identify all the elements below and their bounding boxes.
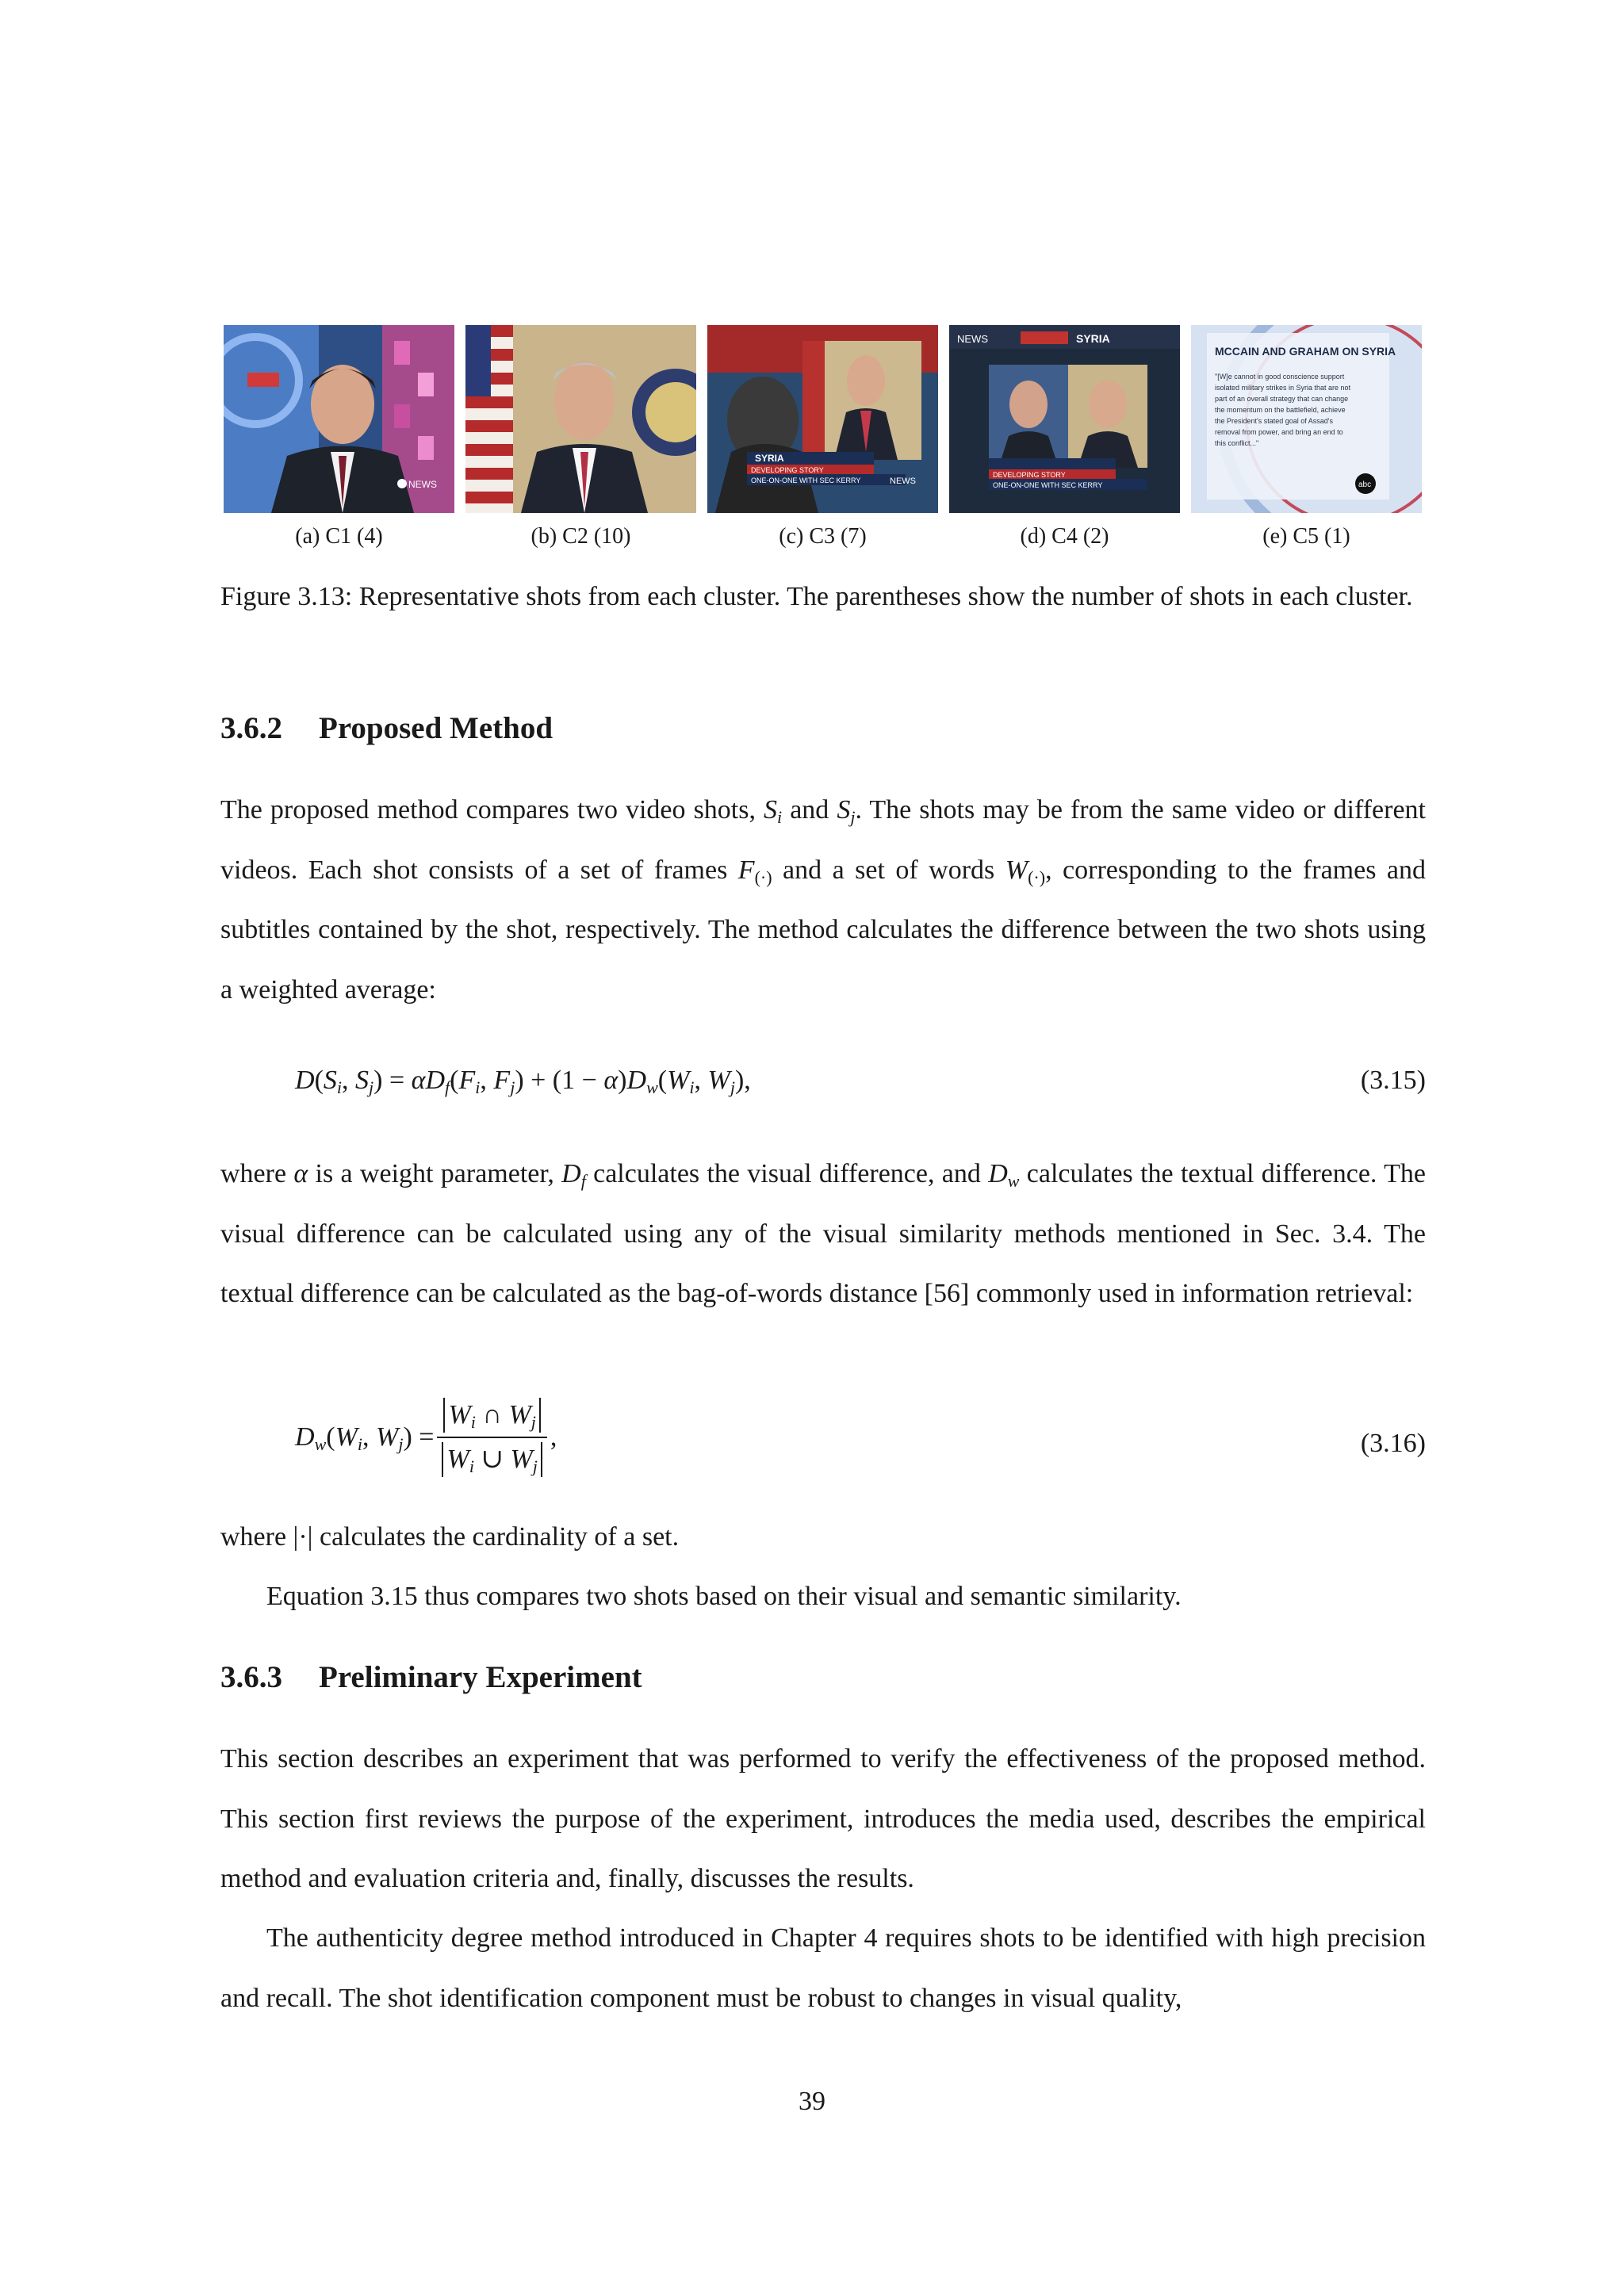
- svg-text:NEWS: NEWS: [890, 476, 916, 486]
- subfigure-caption-e: (e) C5 (1): [1262, 524, 1350, 549]
- svg-text:this conflict...": this conflict...": [1215, 439, 1259, 447]
- subfigure-caption-c: (c) C3 (7): [779, 524, 867, 549]
- equation-body: $D(S_i$, $S_j) = \alpha D_f(F_i$, $F_j) + (1 - \alpha)D_w(W_i$, $W_j$),: [295, 1066, 751, 1097]
- section-number: 3.6.3: [220, 1660, 282, 1694]
- subfigure-caption-a: (a) C1 (4): [295, 524, 383, 549]
- section-title: Proposed Method: [319, 711, 553, 745]
- svg-text:DEVELOPING STORY: DEVELOPING STORY: [751, 466, 824, 474]
- figure-caption-text: Representative shots from each cluster. The parentheses show the number of shots in each cluster.: [358, 582, 1413, 611]
- figure-3-13: [224, 325, 1423, 515]
- svg-text:the momentum on the battlefiel: the momentum on the battlefield, achieve: [1215, 406, 1346, 414]
- shot-thumbnail-c2: [465, 325, 696, 513]
- section-number: 3.6.2: [220, 711, 282, 745]
- svg-text:the President's stated goal of: the President's stated goal of Assad's: [1215, 417, 1334, 425]
- svg-text:MCCAIN AND GRAHAM ON SYRIA: MCCAIN AND GRAHAM ON SYRIA: [1215, 345, 1396, 358]
- paragraph-method-intro: The proposed method compares two video shots, $S_i$ and $S_j$. The shots may be from the same video or different videos. Each shot consists of a set of frames $F_{(\cdot)}$ and a set of words $W_{(\cdot)}$, corresponding to the frames and subtitles contained by the shot, respectively. The method calculates the difference between the two shots using a weighted average:: [220, 795, 1426, 1004]
- shot-thumbnail-c3: [707, 325, 938, 513]
- svg-text:NEWS: NEWS: [408, 479, 437, 490]
- paragraph-equation-summary: Equation 3.15 thus compares two shots based on their visual and semantic similarity.: [266, 1582, 1182, 1611]
- paragraph-experiment-intro: This section describes an experiment that was performed to verify the effectiveness of the proposed method. This section first reviews the purpose of the experiment, introduces the media used, describes the empirical method and evaluation criteria and, finally, discusses the results.: [220, 1744, 1426, 1893]
- svg-text:"[W]e cannot in good conscienc: "[W]e cannot in good conscience support: [1215, 373, 1345, 381]
- svg-text:DEVELOPING STORY: DEVELOPING STORY: [993, 471, 1066, 479]
- section-heading-3-6-2: [220, 710, 553, 747]
- subfigure-caption-b: (b) C2 (10): [530, 524, 631, 549]
- section-title: Preliminary Experiment: [319, 1660, 642, 1694]
- svg-text:isolated military strikes in S: isolated military strikes in Syria that are not: [1215, 384, 1351, 392]
- svg-text:part of an overall strategy th: part of an overall strategy that can change: [1215, 395, 1349, 403]
- svg-text:abc: abc: [1358, 480, 1372, 489]
- equation-3-16: [295, 1397, 1426, 1492]
- shot-thumbnail-c1: [224, 325, 454, 513]
- equation-number: (3.15): [1360, 1066, 1426, 1095]
- paragraph-difference: where α is a weight parameter, $D_f$ calculates the visual difference, and $D_w$ calculates the textual difference. The visual difference can be calculated using any of the visual similarity methods mentioned in Sec. 3.4. The textual difference can be calculated as the bag-of-words distance [56] commonly used in information retrieval:: [220, 1159, 1426, 1308]
- equation-3-15: [295, 1062, 1426, 1110]
- figure-caption: [220, 579, 1426, 615]
- svg-text:ONE-ON-ONE WITH SEC KERRY: ONE-ON-ONE WITH SEC KERRY: [993, 481, 1103, 489]
- shot-thumbnail-c4: [949, 325, 1180, 513]
- svg-text:SYRIA: SYRIA: [755, 453, 784, 464]
- equation-body: $D_w(W_i$, $W_j$) = $\frac{W_i \cap W_j}{W_i \cup W_j}$ ,: [295, 1397, 557, 1478]
- svg-text:removal from power, and bring: removal from power, and bring an end to: [1215, 428, 1343, 436]
- paragraph-authenticity: The authenticity degree method introduced in Chapter 4 requires shots to be identified with high precision and recall. The shot identification component must be robust to changes in visual quality,: [220, 1923, 1426, 2013]
- shot-thumbnail-c5: [1191, 325, 1422, 513]
- svg-text:NEWS: NEWS: [957, 333, 988, 345]
- subfigure-caption-d: (d) C4 (2): [1020, 524, 1109, 549]
- svg-text:ONE-ON-ONE WITH SEC KERRY: ONE-ON-ONE WITH SEC KERRY: [751, 476, 861, 484]
- paragraph-cardinality: where |·| calculates the cardinality of a set.: [220, 1522, 680, 1552]
- figure-label: Figure 3.13:: [220, 582, 353, 611]
- section-heading-3-6-3: [220, 1659, 642, 1696]
- page-number: 39: [799, 2087, 825, 2116]
- svg-text:SYRIA: SYRIA: [1076, 332, 1110, 345]
- equation-number: (3.16): [1360, 1429, 1426, 1458]
- abc-logo-icon: [1355, 473, 1376, 494]
